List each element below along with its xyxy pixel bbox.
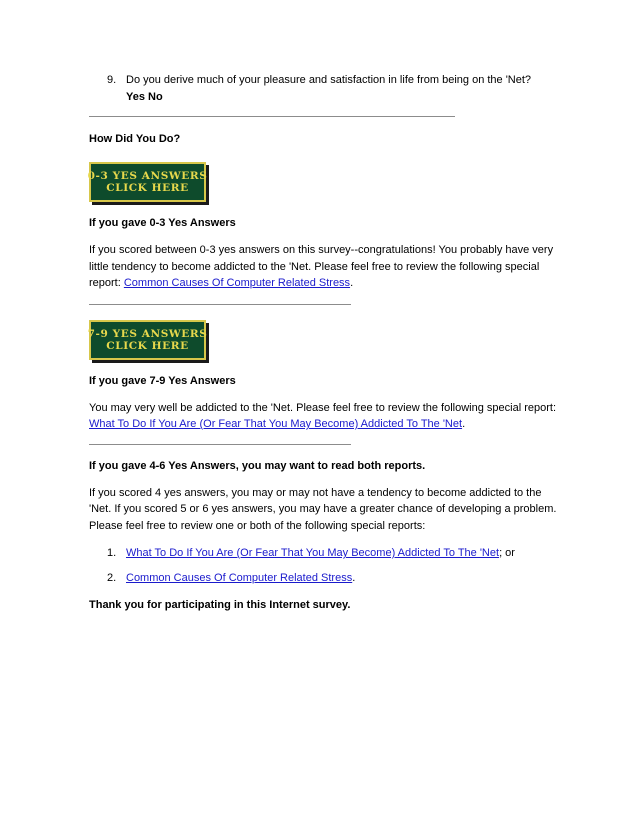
question-answers (126, 89, 559, 106)
section-0-3-heading: If you gave 0-3 Yes Answers (89, 217, 236, 229)
badge-line-1: 7-9 YES ANSWERS (87, 327, 208, 340)
list-item (89, 545, 559, 561)
section-4-6-heading: If you gave 4-6 Yes Answers, you may want to read both reports. (89, 459, 426, 472)
divider (89, 116, 455, 117)
section-7-9-body: You may very well be addicted to the 'Net. Please feel free to review the following special report: (89, 401, 557, 414)
how-did-you-do-heading: How Did You Do? (89, 133, 181, 145)
section-0-3-text (89, 242, 559, 292)
section-7-9-text (89, 400, 559, 433)
list-suffix: . (352, 572, 356, 584)
list-item (89, 570, 559, 586)
thank-you-text: Thank you for participating in this Internet survey. (89, 599, 351, 611)
net-addiction-link[interactable]: What To Do If You Are (Or Fear That You May Become) Addicted To The 'Net (89, 418, 463, 430)
divider (89, 444, 351, 445)
badge-line-2: CLICK HERE (106, 182, 189, 194)
badge-line-2: CLICK HERE (106, 339, 189, 352)
section-4-6-text: If you scored 4 yes answers, you may or may not have a tendency to become addicted to the 'Net. If you scored 5 or 6 yes answers, you may have a greater chance of developing a problem. Please feel free to review one or both of the following special reports: (89, 486, 557, 532)
question-number: 9. (107, 74, 117, 86)
report-list (89, 545, 559, 586)
divider (89, 304, 351, 305)
list-suffix: ; or (499, 547, 515, 559)
list-number: 1. (107, 547, 117, 559)
punctuation: . (350, 277, 354, 289)
net-addiction-link[interactable]: What To Do If You Are (Or Fear That You May Become) Addicted To The 'Net (126, 547, 500, 559)
answer-yes[interactable]: Yes (126, 91, 145, 103)
question-text: Do you derive much of your pleasure and satisfaction in life from being on the 'Net? (126, 74, 532, 86)
question-9 (89, 72, 559, 106)
document-page (89, 72, 559, 613)
computer-stress-link[interactable]: Common Causes Of Computer Related Stress (126, 572, 353, 584)
0-3-yes-answers-button[interactable] (89, 162, 206, 202)
answer-no[interactable]: No (148, 91, 163, 103)
section-0-3-body: If you scored between 0-3 yes answers on this survey--congratulations! You probably have very little tendency to become addicted to the 'Net. Please feel free to review the following special report: (89, 244, 554, 289)
badge-line-1: 0-3 YES ANSWERS (87, 170, 208, 182)
computer-stress-link[interactable]: Common Causes Of Computer Related Stress (123, 277, 351, 289)
7-9-yes-answers-button[interactable] (89, 320, 206, 360)
section-7-9-heading: If you gave 7-9 Yes Answers (89, 374, 236, 387)
list-number: 2. (107, 572, 117, 584)
punctuation: . (462, 418, 466, 430)
